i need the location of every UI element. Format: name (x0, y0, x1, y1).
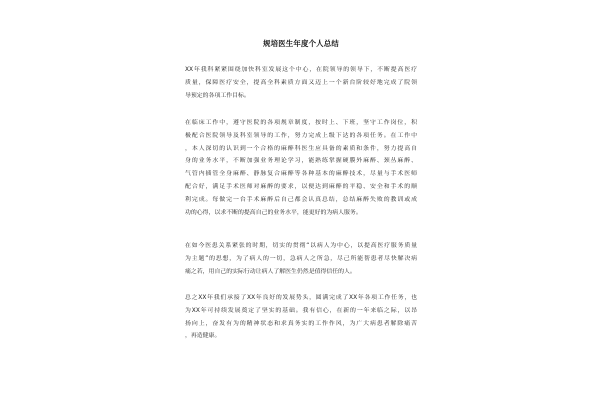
text-line: 总之XX年我们承接了XX年良好的发展势头，圆满完成了XX年各项工作任务，也 (185, 295, 417, 301)
paragraph-3 (185, 240, 417, 278)
text-line: 扬向上，奋发有为的精神状态和求真务实的工作作风，为广大病患者解除痛苦 (185, 320, 417, 327)
text-line: 配合好，满足手术医师对麻醉的要求，以便达到麻醉的平稳、安全和手术的顺 (185, 183, 417, 190)
text-line: ，本人深切的认识到一个合格的麻醉科医生应具备的素质和条件，努力提高自 (185, 145, 417, 152)
document-title: 规培医生年度个人总结 (263, 39, 339, 48)
text-line: 痛之若，用自己的实际行动让病人了解医生仍然是值得信任的人。 (185, 268, 356, 275)
text-line: 身的业务水平，不断加强业务理论学习，能熟练掌握硬膜外麻醉、颈丛麻醉、 (185, 158, 417, 165)
paragraph-2 (185, 117, 417, 219)
text-line: 气管内插管全身麻醉、静脉复合麻醉等各种基本的麻醉技术，尽量与手术医师 (185, 171, 417, 178)
text-line: 为主题”的思想，为了病人的一切，急病人之所急，尽己所能帮患者尽快解决病 (185, 255, 417, 262)
text-line: XX年我科紧紧围绕加快科室发展这个中心，在院领导的领导下，不断提高医疗 (185, 67, 417, 73)
text-line: 在如今医患关系紧张的时期，切实的贯彻“以病人为中心，以提高医疗服务质量 (185, 243, 417, 249)
text-line: 极配合医院领导及科室领导的工作，努力完成上级下达的各项任务。在工作中 (185, 132, 417, 139)
text-line: 质量，保障医疗安全，提高全科素质方面又迈上一个新台阶较好地完成了院领 (185, 79, 417, 86)
text-line: 利完成。每做完一台手术麻醉后自己都会认真总结，总结麻醉失败的教训或成 (185, 196, 417, 203)
text-line: ，再造健康。 (185, 333, 221, 340)
text-line: 导预定的各项工作目标。 (185, 92, 250, 99)
text-line: 功的心得，以求不断的提高自己的业务水平，能更好的为病人服务。 (185, 209, 362, 216)
text-line: 为XX年可持续发展奠定了坚实的基础。我有信心，在新的一年来临之际，以昂 (185, 307, 417, 314)
text-line: 在临床工作中，遵守医院的各项规章制度，按时上、下班，坚守工作岗位，积 (185, 120, 417, 126)
paragraph-1 (185, 64, 417, 102)
paragraph-4 (185, 292, 417, 343)
